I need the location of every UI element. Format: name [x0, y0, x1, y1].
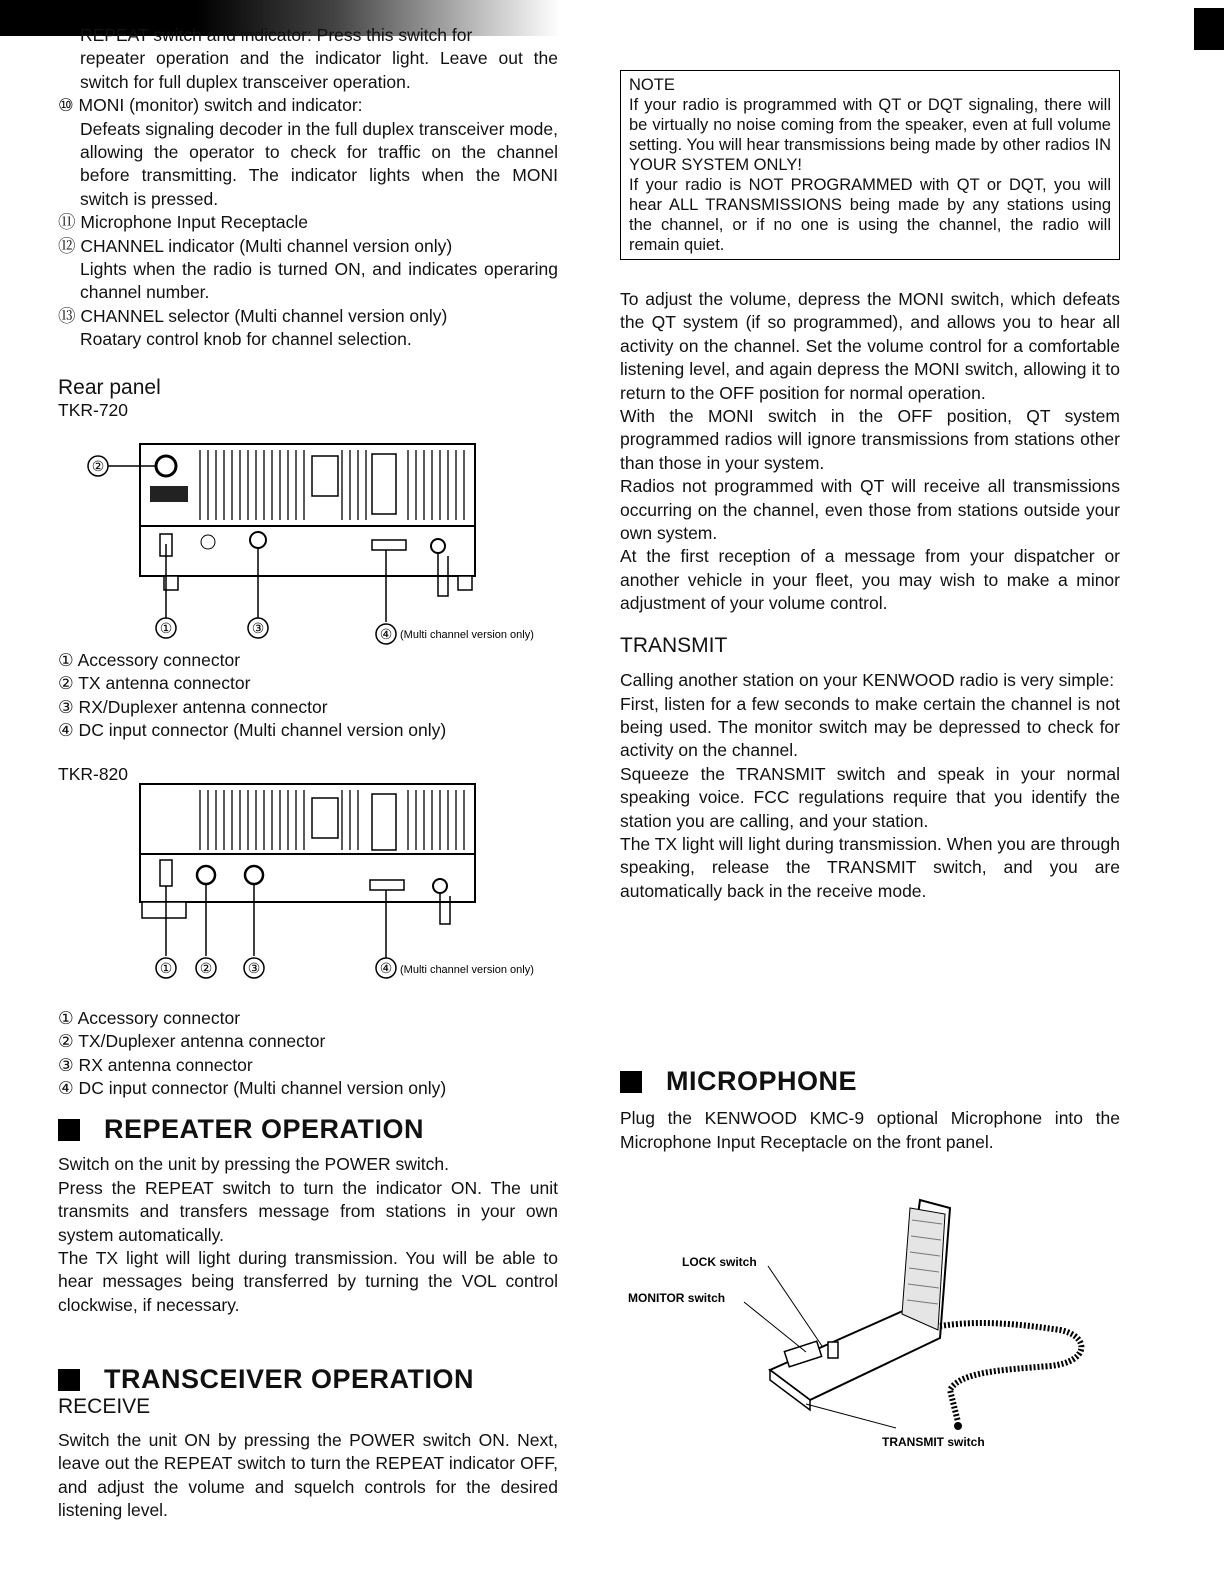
rear-panel-heading: Rear panel: [58, 375, 161, 399]
fig1-callout-2: ②: [91, 458, 105, 474]
repeat-switch-text-cont: repeater operation and the indicator light. Leave out the switch for full duplex transceiver operation.: [80, 48, 558, 92]
repeater-p3: The TX light will light during transmission. You will be able to hear messages being transferred by turning the VOL control clockwise, if necessary.: [58, 1248, 558, 1315]
item-13-title: ⑬ CHANNEL selector (Multi channel version only): [58, 305, 448, 326]
volume-p4: At the first reception of a message from your dispatcher or another vehicle in your fleet, you may wish to make a minor adjustment of your volume control.: [620, 546, 1120, 614]
repeater-heading-text: REPEATER OPERATION: [104, 1114, 425, 1144]
item-10-body: Defeats signaling decoder in the full duplex transceiver mode, allowing the operator to check for traffic on the channel before transmitting. The indicator lights when the MONI switch is pressed.: [80, 118, 558, 209]
fig2-callout-2: ②: [199, 960, 213, 976]
tkr820-list-item-4: ④ DC input connector (Multi channel version only): [58, 1078, 447, 1099]
transceiver-heading: [58, 1364, 558, 1394]
tkr720-list-item-1: ① Accessory connector: [58, 650, 241, 670]
note-box: [620, 70, 1120, 260]
section-bullet-icon: [620, 1071, 642, 1093]
repeat-switch-text: REPEAT switch and indicator: Press this switch for: [80, 25, 473, 45]
model-tkr720: TKR-720: [58, 400, 129, 421]
tkr820-connector-list: [58, 1007, 558, 1101]
volume-p2: With the MONI switch in the OFF position, QT system programmed radios will ignore transmissions from stations other than those in your system.: [620, 406, 1120, 473]
fig2-callout-4: ④: [379, 960, 393, 976]
tkr720-rear-panel-figure: [80, 436, 590, 648]
transmit-p3: Squeeze the TRANSMIT switch and speak in your normal speaking voice. FCC regulations require that you identify the station you are calling, and your station.: [620, 763, 1120, 831]
right-column: [620, 70, 1120, 903]
transceiver-heading-text: TRANSCEIVER OPERATION: [104, 1364, 475, 1394]
repeater-heading: [58, 1114, 558, 1144]
tkr820-list-item-3: ③ RX antenna connector: [58, 1054, 253, 1075]
model-tkr820: TKR-820: [58, 763, 129, 784]
item-12-title: ⑫ CHANNEL indicator (Multi channel version only): [58, 235, 453, 256]
item-11: ⑪ Microphone Input Receptacle: [58, 212, 308, 233]
microphone-heading-text: MICROPHONE: [666, 1066, 858, 1096]
note-p1: If your radio is programmed with QT or DQT signaling, there will be virtually no noise coming from the speaker, even at full volume setting. You will hear transmissions being made by other radios IN YOUR SYSTEM ONLY!: [629, 96, 1111, 174]
mic-label-transmit: TRANSMIT switch: [882, 1435, 985, 1449]
item-13-body: Roatary control knob for channel selection.: [80, 329, 412, 350]
section-bullet-icon: [58, 1369, 80, 1391]
microphone-illustration: [620, 1190, 1110, 1455]
fig1-callout-1: ①: [159, 620, 173, 636]
volume-p1: To adjust the volume, depress the MONI switch, which defeats the QT system (if so programmed), and allows you to hear all activity on the channel. Set the volume control for a comfortable listening level, and again depress the MONI switch, allowing it to return to the OFF position for normal operation.: [620, 289, 1120, 403]
mic-label-lock: LOCK switch: [682, 1255, 757, 1269]
tkr720-connector-list: [58, 649, 558, 786]
item-10-title: ⑩ MONI (monitor) switch and indicator:: [58, 95, 363, 116]
tkr820-rear-panel-figure: [80, 780, 590, 984]
note-title: NOTE: [629, 76, 675, 94]
fig1-callout-3: ③: [251, 620, 265, 636]
microphone-p1: Plug the KENWOOD KMC-9 optional Microphone into the Microphone Input Receptacle on the front panel.: [620, 1108, 1120, 1152]
fig1-note: (Multi channel version only): [400, 629, 534, 641]
transmit-p2: First, listen for a few seconds to make certain the channel is not being used. The monitor switch may be depressed to check for activity on the channel.: [620, 693, 1120, 761]
tkr820-list-item-1: ① Accessory connector: [58, 1008, 241, 1028]
transmit-p1: Calling another station on your KENWOOD radio is very simple:: [620, 670, 1115, 691]
repeater-p1: Switch on the unit by pressing the POWER switch.: [58, 1154, 449, 1175]
receive-heading: RECEIVE: [58, 1395, 151, 1419]
tkr720-list-item-3: ③ RX/Duplexer antenna connector: [58, 696, 328, 717]
volume-p3: Radios not programmed with QT will receive all transmissions occurring on the channel, even those from stations outside your own system.: [620, 476, 1120, 544]
fig2-note: (Multi channel version only): [400, 964, 534, 976]
receive-p1: Switch the unit ON by pressing the POWER switch ON. Next, leave out the REPEAT switch to turn the REPEAT indicator OFF, and adjust the volume and squelch controls for the desired listening level.: [58, 1429, 558, 1521]
mic-label-monitor: MONITOR switch: [628, 1291, 726, 1305]
repeater-p2: Press the REPEAT switch to turn the indicator ON. The unit transmits and transfers message from stations in your own system automatically.: [58, 1177, 558, 1245]
tkr720-list-item-4: ④ DC input connector (Multi channel version only): [58, 720, 447, 741]
microphone-heading: [620, 1066, 1120, 1096]
note-p2: If your radio is NOT PROGRAMMED with QT or DQT, you will hear ALL TRANSMISSIONS being made by any stations using the channel, or if no one is using the channel, the radio will remain quiet.: [629, 176, 1111, 254]
item-12-body: Lights when the radio is turned ON, and indicates operaring channel number.: [80, 259, 558, 303]
microphone-section: [620, 1066, 1120, 1154]
fig2-callout-3: ③: [247, 960, 261, 976]
transceiver-section: [58, 1364, 558, 1522]
tkr720-list-item-2: ② TX antenna connector: [58, 673, 251, 694]
repeater-section: [58, 1114, 558, 1317]
tkr820-list-item-2: ② TX/Duplexer antenna connector: [58, 1031, 326, 1052]
fig1-callout-4: ④: [379, 626, 393, 642]
scan-edge-mark: [1194, 8, 1224, 50]
transmit-heading: TRANSMIT: [620, 633, 728, 657]
left-column: [58, 24, 558, 423]
transmit-p4: The TX light will light during transmission. When you are through speaking, release the TRANSMIT switch, and you are automatically back in the receive mode.: [620, 833, 1120, 901]
fig2-callout-1: ①: [159, 960, 173, 976]
section-bullet-icon: [58, 1119, 80, 1141]
